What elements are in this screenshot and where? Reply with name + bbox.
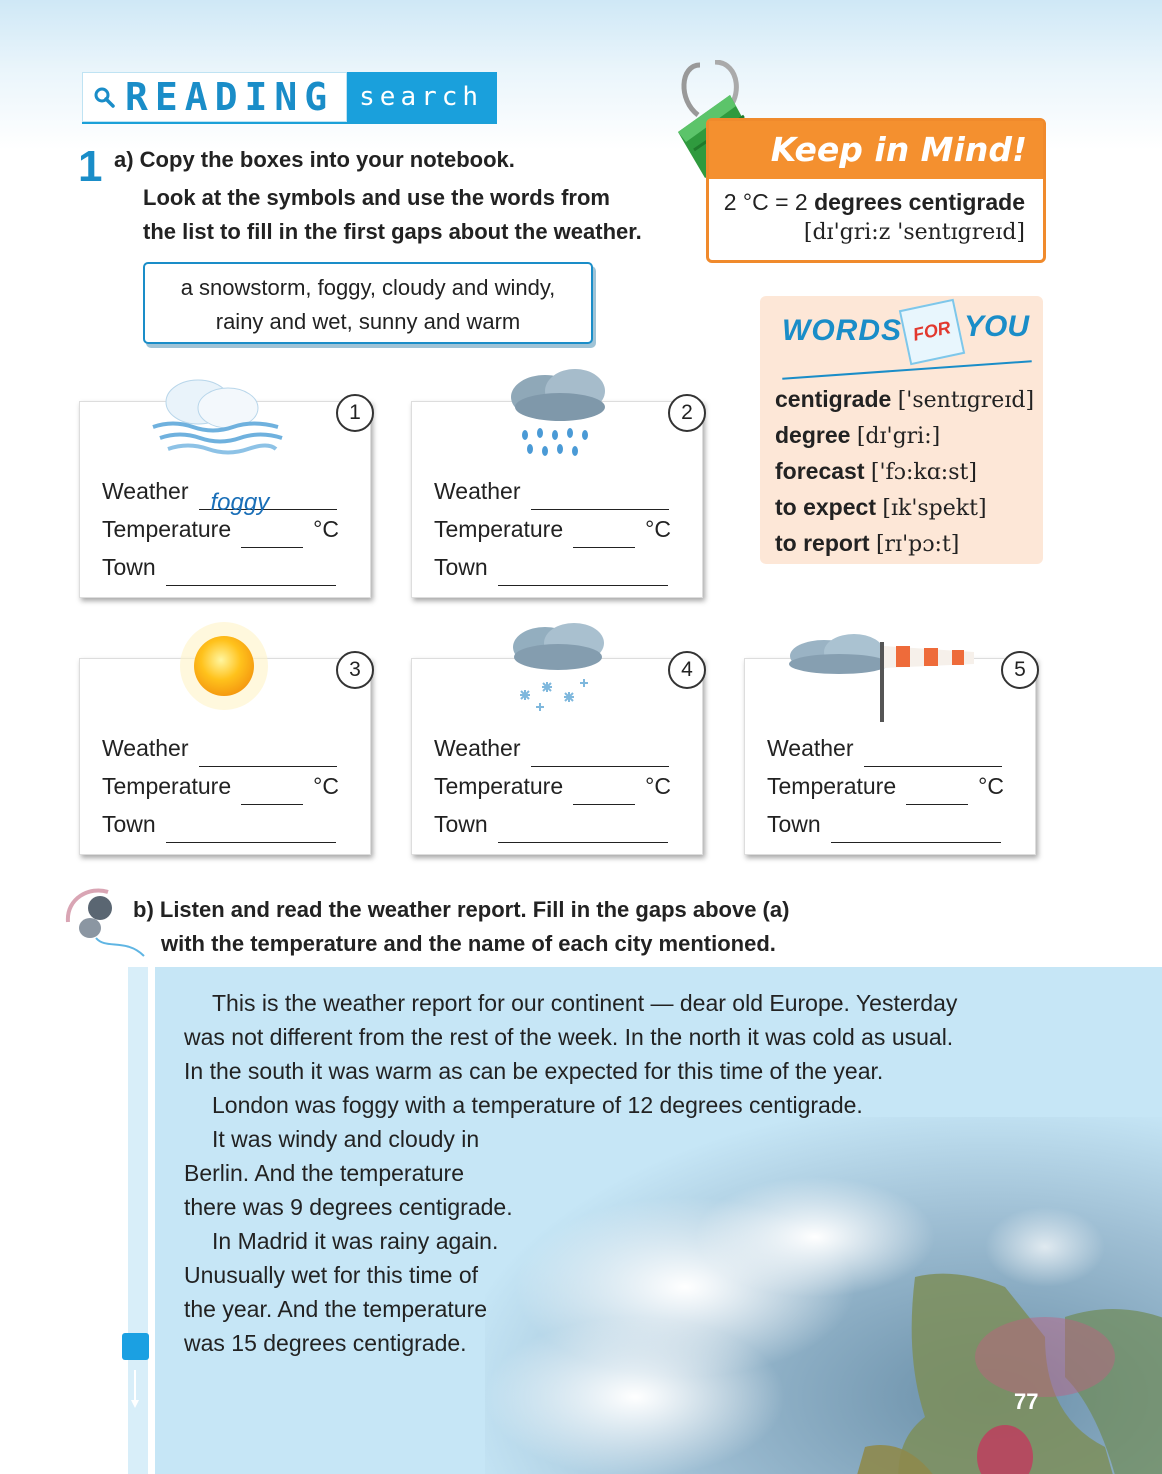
report-line: London was foggy with a temperature of 12 degrees centigrade. (212, 1092, 863, 1118)
reading-header (82, 72, 497, 122)
card-number: 5 (1001, 651, 1039, 689)
formula-prefix: 2 °C = 2 (723, 189, 808, 215)
vocab-item (775, 490, 1034, 526)
formula-bold: degrees centigrade (814, 189, 1025, 215)
keep-in-mind-box (706, 118, 1046, 263)
report-line: Berlin. And the temperature (184, 1160, 464, 1186)
vocab-item (775, 454, 1034, 490)
vocab-word: centigrade (775, 386, 892, 412)
town-label: Town (434, 811, 488, 837)
sun-icon (168, 612, 280, 720)
fog-icon (148, 372, 288, 462)
vocab-ipa: ['fɔ:kɑ:st] (870, 460, 977, 485)
wfy-underline (782, 360, 1032, 379)
weather-label: Weather (434, 735, 521, 761)
task1-line2: Look at the symbols and use the words from (143, 185, 610, 210)
report-line: was 15 degrees centigrade. (184, 1330, 467, 1356)
town-label: Town (767, 811, 821, 837)
rain-cloud-icon (500, 365, 620, 465)
report-line: the year. And the temperature (184, 1296, 488, 1322)
vocab-ipa: [ɪk'spekt] (882, 496, 987, 521)
temperature-label: Temperature (434, 516, 564, 542)
temperature-label: Temperature (102, 773, 232, 799)
page-number: 77 (1014, 1389, 1039, 1414)
temperature-line[interactable] (906, 778, 968, 805)
town-line[interactable] (831, 816, 1001, 843)
card-rows (434, 472, 671, 586)
card-number: 4 (668, 651, 706, 689)
magnifier-icon (93, 86, 115, 108)
card-rows (434, 729, 671, 843)
town-line[interactable] (498, 816, 668, 843)
vocab-list (775, 382, 1034, 562)
audio-position-marker[interactable] (122, 1333, 149, 1360)
report-line: In Madrid it was rainy again. (212, 1228, 499, 1254)
weather-report-text (184, 986, 957, 1360)
vocab-word: forecast (775, 458, 865, 484)
report-line: It was windy and cloudy in (212, 1126, 480, 1152)
snow-cloud-icon (500, 617, 614, 717)
task-b-line2: with the temperature and the name of each city mentioned. (161, 931, 776, 956)
unit-label: °C (645, 516, 671, 542)
vocab-word: to expect (775, 494, 876, 520)
report-line: This is the weather report for our continent — dear old Europe. Yesterday (212, 990, 958, 1016)
wfy-title-words: WORDS (782, 314, 902, 347)
reading-title-box (82, 72, 347, 122)
temperature-label: Temperature (434, 773, 564, 799)
unit-label: °C (978, 773, 1004, 799)
vocab-ipa: ['sentɪgreɪd] (897, 388, 1035, 413)
word-list-box (143, 262, 593, 344)
weather-label: Weather (102, 478, 189, 504)
temperature-line[interactable] (573, 778, 635, 805)
report-line: there was 9 degrees centigrade. (184, 1194, 513, 1220)
report-line: was not different from the rest of the week. In the north it was cold as usual. (184, 1024, 954, 1050)
task1-line1: a) Copy the boxes into your notebook. (114, 147, 515, 172)
town-line[interactable] (166, 559, 336, 586)
vocab-word: to report (775, 530, 870, 556)
card-rows (767, 729, 1004, 843)
vocab-ipa: [rɪ'pɔ:t] (875, 532, 960, 557)
card-number: 2 (668, 394, 706, 432)
keep-in-mind-formula (709, 179, 1043, 216)
unit-label: °C (313, 516, 339, 542)
section-subtitle: search (347, 72, 497, 122)
vocab-item (775, 382, 1034, 418)
unit-label: °C (313, 773, 339, 799)
temperature-label: Temperature (767, 773, 897, 799)
vocab-item (775, 418, 1034, 454)
keep-in-mind-transcription: [dɪ'gri:z 'sentɪgreɪd] (803, 220, 1025, 245)
temperature-label: Temperature (102, 516, 232, 542)
town-line[interactable] (498, 559, 668, 586)
wfy-title-for: FOR (899, 299, 965, 365)
word-list-line2: rainy and wet, sunny and warm (215, 309, 521, 334)
weather-label: Weather (434, 478, 521, 504)
scroll-down-arrow-icon (130, 1370, 140, 1410)
temperature-line[interactable] (241, 521, 303, 548)
unit-label: °C (645, 773, 671, 799)
windsock-cloud-icon (784, 622, 980, 726)
temperature-line[interactable] (573, 521, 635, 548)
card-number: 3 (336, 651, 374, 689)
weather-answer-line[interactable] (531, 740, 669, 767)
keep-in-mind-title: Keep in Mind! (709, 121, 1043, 179)
temperature-line[interactable] (241, 778, 303, 805)
town-label: Town (102, 811, 156, 837)
weather-answer-line[interactable] (864, 740, 1002, 767)
task1-line3: the list to fill in the first gaps about the weather. (143, 219, 642, 244)
weather-answer-line[interactable] (199, 740, 337, 767)
words-for-you-box (760, 296, 1043, 564)
report-line: Unusually wet for this time of (184, 1262, 479, 1288)
wfy-title-you: YOU (964, 310, 1030, 343)
card-number: 1 (336, 394, 374, 432)
word-list-line1: a snowstorm, foggy, cloudy and windy, (180, 275, 556, 300)
task-number: 1 (78, 142, 103, 191)
card-rows (102, 729, 339, 843)
town-line[interactable] (166, 816, 336, 843)
town-label: Town (102, 554, 156, 580)
weather-answer: foggy (210, 489, 270, 516)
weather-label: Weather (767, 735, 854, 761)
town-label: Town (434, 554, 488, 580)
weather-answer-line[interactable] (199, 483, 337, 516)
report-line: In the south it was warm as can be expected for this time of the year. (184, 1058, 884, 1084)
weather-label: Weather (102, 735, 189, 761)
vocab-item (775, 526, 1034, 562)
card-rows (102, 472, 339, 586)
task-b-line1: b) Listen and read the weather report. Fill in the gaps above (a) (133, 897, 790, 922)
vocab-word: degree (775, 422, 851, 448)
weather-answer-line[interactable] (531, 483, 669, 510)
section-title: READING (125, 75, 335, 119)
vocab-ipa: [dɪ'gri:] (856, 424, 941, 449)
